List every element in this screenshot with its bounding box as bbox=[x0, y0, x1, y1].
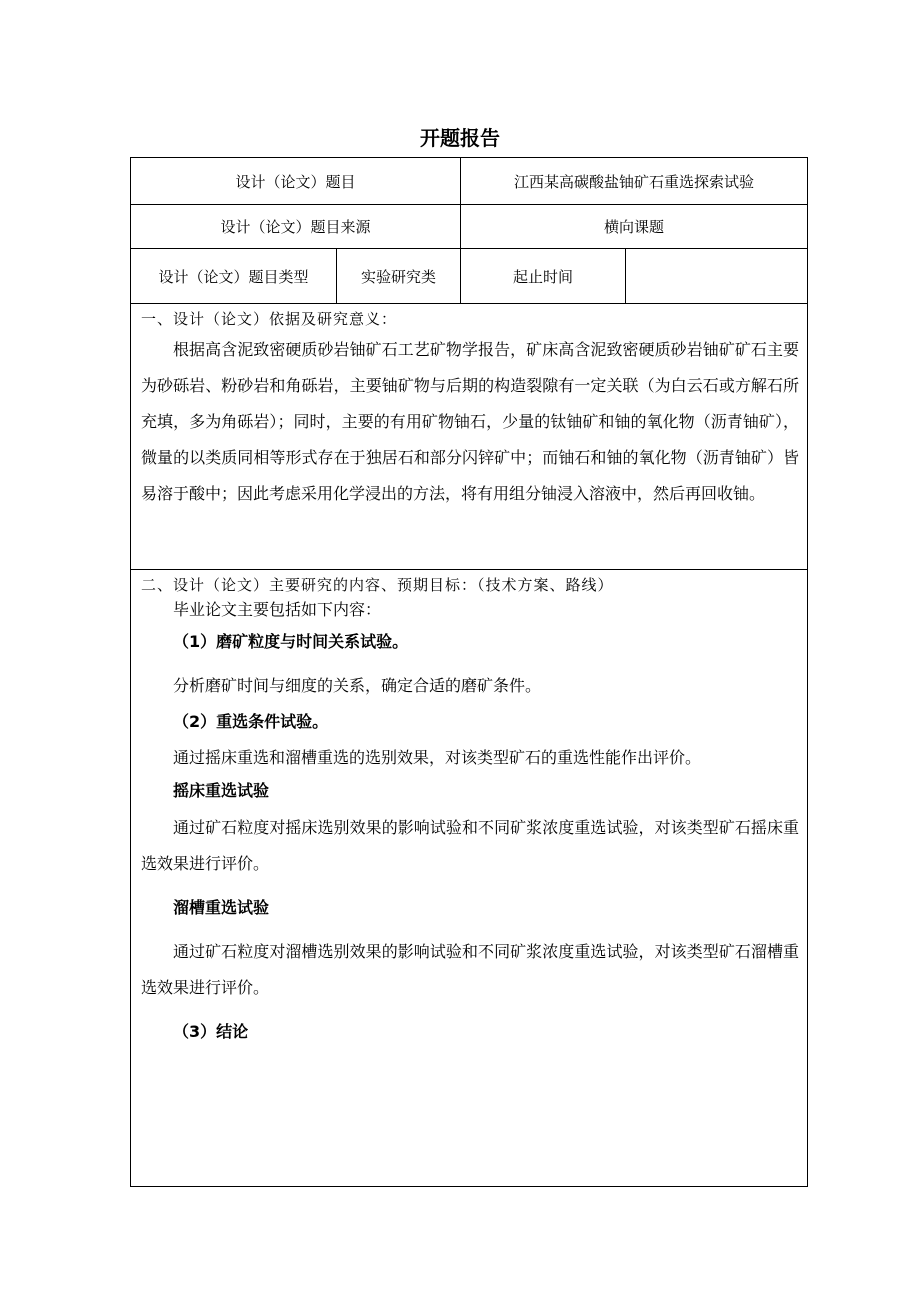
sub2-title: 溜槽重选试验 bbox=[173, 898, 270, 917]
proposal-table bbox=[130, 157, 808, 1187]
section2-heading: 二、设计（论文）主要研究的内容、预期目标：（技术方案、路线） bbox=[141, 576, 614, 594]
topic-value: 江西某高碳酸盐铀矿石重选探索试验 bbox=[461, 158, 808, 205]
page-title: 开题报告 bbox=[420, 126, 500, 150]
type-value: 实验研究类 bbox=[337, 249, 461, 304]
period-value bbox=[626, 249, 808, 304]
source-value: 横向课题 bbox=[461, 205, 808, 249]
source-label: 设计（论文）题目来源 bbox=[131, 205, 461, 249]
section-basis bbox=[131, 304, 808, 570]
item2-text: 通过摇床重选和溜槽重选的选别效果，对该类型矿石的重选性能作出评价。 bbox=[173, 748, 702, 767]
section2-intro: 毕业论文主要包括如下内容： bbox=[173, 600, 382, 619]
item1-title: （1）磨矿粒度与时间关系试验。 bbox=[173, 632, 409, 651]
item1-text: 分析磨矿时间与细度的关系，确定合适的磨矿条件。 bbox=[173, 676, 542, 695]
section-content bbox=[131, 570, 808, 1187]
period-label: 起止时间 bbox=[461, 249, 626, 304]
sub1-title: 摇床重选试验 bbox=[173, 781, 270, 800]
section1-heading: 一、设计（论文）依据及研究意义： bbox=[141, 310, 398, 328]
sub1-text: 通过矿石粒度对摇床选别效果的影响试验和不同矿浆浓度重选试验，对该类型矿石摇床重选效果进行评价。 bbox=[141, 818, 800, 873]
type-label: 设计（论文）题目类型 bbox=[131, 249, 337, 304]
item3-title: （3）结论 bbox=[173, 1022, 249, 1041]
sub2-text: 通过矿石粒度对溜槽选别效果的影响试验和不同矿浆浓度重选试验，对该类型矿石溜槽重选效果进行评价。 bbox=[141, 942, 800, 997]
item2-title: （2）重选条件试验。 bbox=[173, 712, 329, 731]
topic-label: 设计（论文）题目 bbox=[131, 158, 461, 205]
section1-paragraph: 根据高含泥致密硬质砂岩铀矿石工艺矿物学报告，矿床高含泥致密硬质砂岩铀矿矿石主要为砂砾岩、粉砂岩和角砾岩，主要铀矿物与后期的构造裂隙有一定关联（为白云石或方解石所充填，多为角砾岩）；同时，主要的有用矿物铀石，少量的钛铀矿和铀的氧化物（沥青铀矿），微量的以类质同相等形式存在于独居石和部分闪锌矿中；而铀石和铀的氧化物（沥青铀矿）皆易溶于酸中；因此考虑采用化学浸出的方法，将有用组分铀浸入溶液中，然后再回收铀。 bbox=[141, 340, 800, 503]
